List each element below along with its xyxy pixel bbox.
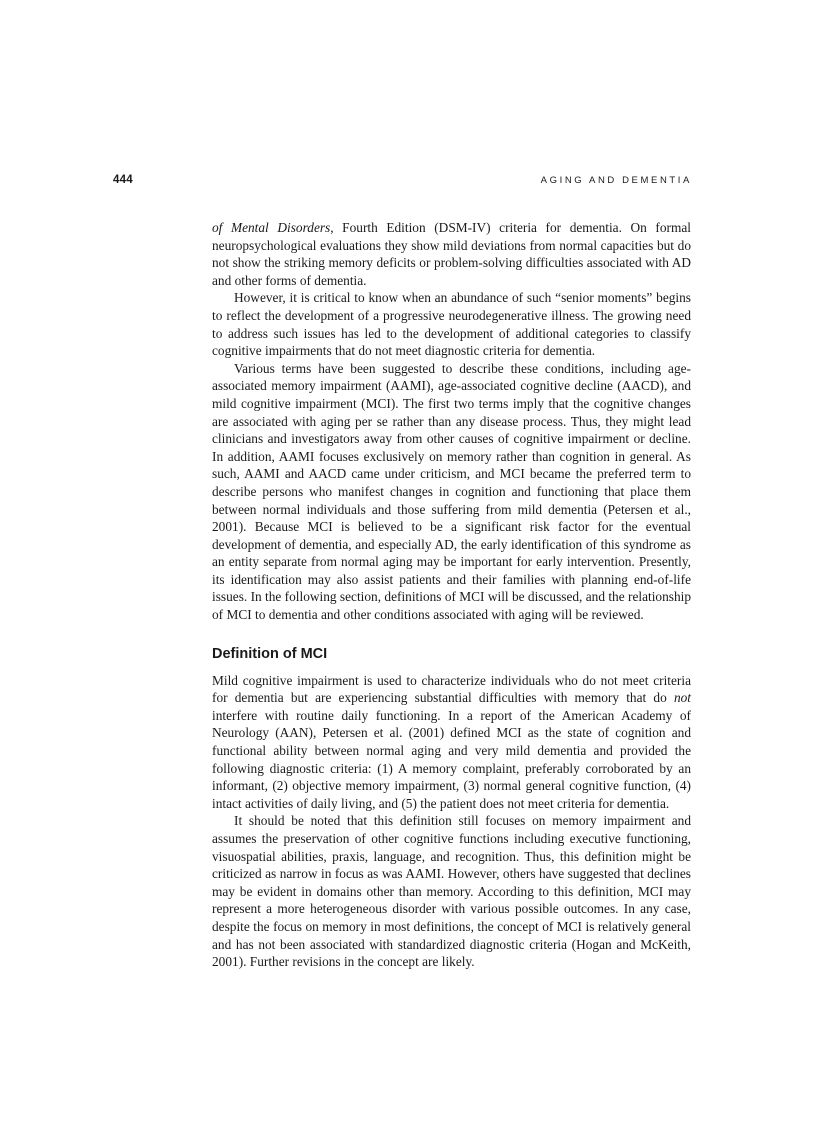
paragraph-1: [212, 219, 691, 289]
paragraph-4-text-a: Mild cognitive impairment is used to characterize individuals who do not meet criteria for dementia but are experiencing substantial difficulties with memory that do: [212, 672, 691, 706]
paragraph-4-text-b: interfere with routine daily functioning. In a report of the American Academy of Neurology (AAN), Petersen et al. (2001) defined MCI as the state of cognition and functional ability between normal aging and very mild dementia and provided the following diagnostic criteria: (1) A memory complaint, preferably corroborated by an informant, (2) objective memory impairment, (3) normal general cognitive function, (4) intact activities of daily living, and (5) the patient does not meet criteria for dementia.: [212, 707, 691, 811]
italic-title: of Mental Disorders: [212, 220, 331, 235]
section-heading: Definition of MCI: [212, 645, 328, 662]
body-text: [212, 219, 691, 971]
paragraph-3: Various terms have been suggested to describe these conditions, including age-associated memory impairment (AAMI), age-associated cognitive decline (AACD), and mild cognitive impairment (MCI). The first two terms imply that the cognitive changes are associated with aging per se rather than any disease process. Thus, they might lead clinicians and investigators away from other causes of cognitive impairment or decline. In addition, AAMI focuses exclusively on memory rather than cognition in general. As such, AAMI and AACD came under criticism, and MCI became the preferred term to describe persons who manifest changes in cognition and functioning that place them between normal individuals and those suffering from mild dementia (Petersen et al., 2001). Because MCI is believed to be a significant risk factor for the eventual development of dementia, and especially AD, the early identification of this syndrome as an entity separate from normal aging may be important for early intervention. Presently, its identification may also assist patients and their families with planning end-of-life issues. In the following section, definitions of MCI will be discussed, and the relationship of MCI to dementia and other conditions associated with aging will be reviewed.: [212, 360, 691, 623]
page-number: 444: [113, 174, 133, 186]
paragraph-1-text: , Fourth Edition (DSM-IV) criteria for dementia. On formal neuropsychological evaluations they show mild deviations from normal capacities but do not show the striking memory deficits or problem-solving difficulties associated with AD and other forms of dementia.: [212, 220, 691, 288]
paragraph-4: [212, 672, 691, 813]
running-head: AGING AND DEMENTIA: [540, 175, 692, 186]
paragraph-2: However, it is critical to know when an abundance of such “senior moments” begins to reflect the development of a progressive neurodegenerative illness. The growing need to address such issues has led to the development of additional categories to classify cognitive impairments that do not meet diagnostic criteria for dementia.: [212, 290, 691, 359]
paragraph-4-italic: not: [673, 690, 691, 706]
paragraph-5: It should be noted that this definition still focuses on memory impairment and assumes the preservation of other cognitive functions including executive functioning, visuospatial abilities, praxis, language, and recognition. Thus, this definition might be criticized as narrow in focus as was AAMI. However, others have suggested that declines may be evident in domains other than memory. According to this definition, MCI may represent a more heterogeneous disorder with various possible outcomes. In any case, despite the focus on memory in most definitions, the concept of MCI is relatively general and has not been associated with standardized diagnostic criteria (Hogan and McKeith, 2001). Further revisions in the concept are likely.: [212, 813, 691, 970]
